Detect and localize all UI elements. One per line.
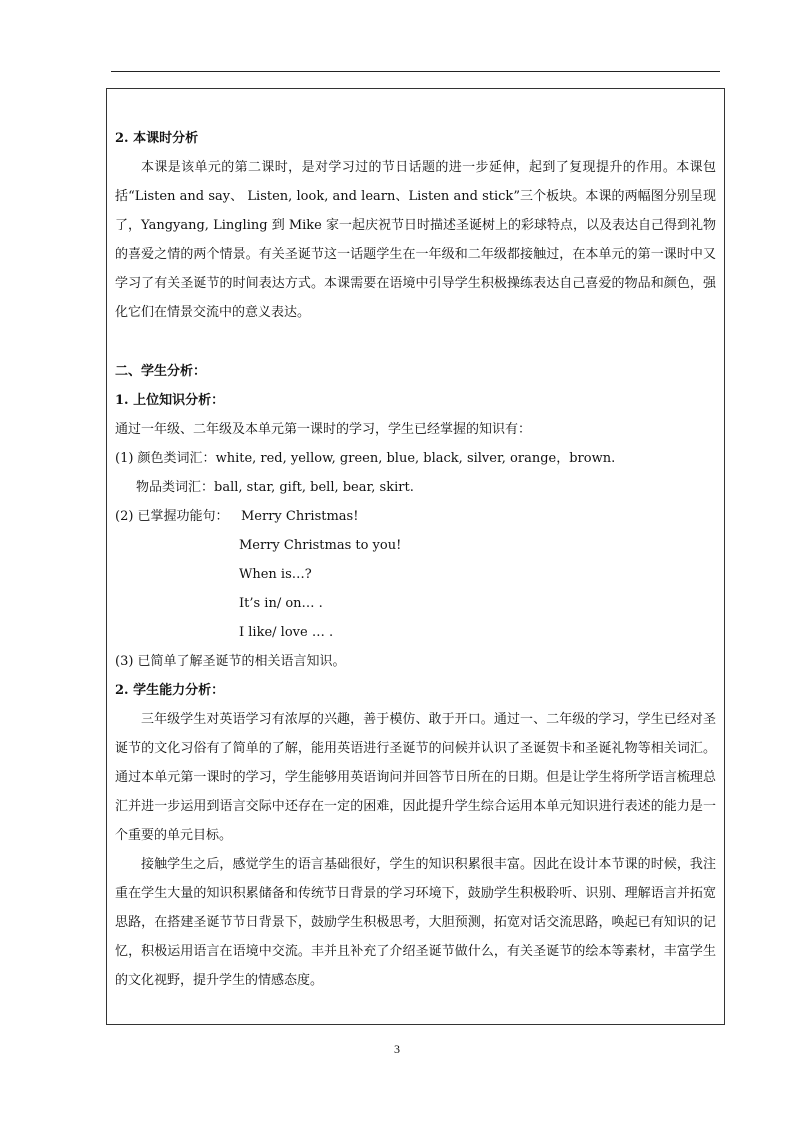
color-vocab-words: white, red, yellow, green, blue, black, silver, orange，brown. — [215, 451, 616, 466]
function-sentence-2: Merry Christmas to you! — [239, 538, 402, 553]
item-vocab-label: 物品类词汇： — [136, 480, 215, 495]
student-analysis-heading: 二、学生分析： — [115, 364, 207, 379]
document-content — [115, 124, 716, 995]
ability-analysis-heading: 2. 学生能力分析： — [115, 683, 225, 698]
section-spacer — [115, 327, 716, 357]
lesson-analysis-paragraph: 本课是该单元的第二课时，是对学习过的节日话题的进一步延伸，起到了复现提升的作用。本课包括“Listen and say、 Listen, look, and learn、Listen and stick”三个板块。本课的两幅图分别呈现了，Yangyang, Lingling 到 Mike 家一起庆祝节日时描述圣诞树上的彩球特点，以及表达自己得到礼物的喜爱之情的两个情景。有关圣诞节这一话题学生在一年级和二年级都接触过，在本单元的第一课时中又学习了有关圣诞节的时间表达方式。本课需要在语境中引导学生积极操练表达自己喜爱的物品和颜色，强化它们在情景交流中的意义表达。 — [115, 160, 717, 320]
prior-knowledge-heading: 1. 上位知识分析： — [115, 393, 225, 408]
page-number: 3 — [394, 1042, 400, 1056]
color-vocab-label: (1) 颜色类词汇： — [115, 451, 216, 466]
function-sentence-line — [115, 502, 716, 531]
item-vocab-line — [115, 473, 716, 502]
item-vocab-words: ball, star, gift, bell, bear, skirt. — [214, 480, 414, 495]
function-sentence-1: Merry Christmas! — [240, 509, 359, 524]
lesson-analysis-heading: 2. 本课时分析 — [115, 131, 199, 146]
ability-analysis-paragraph: 三年级学生对英语学习有浓厚的兴趣，善于模仿、敢于开口。通过一、二年级的学习，学生已经对圣诞节的文化习俗有了简单的了解，能用英语进行圣诞节的问候并认识了圣诞贺卡和圣诞礼物等相关词汇。通过本单元第一课时的学习，学生能够用英语询问并回答节日所在的日期。但是让学生将所学语言梳理总汇并进一步运用到语言交际中还存在一定的困难，因此提升学生综合运用本单元知识进行表述的能力是一个重要的单元目标。 — [115, 712, 716, 843]
christmas-knowledge-item: (3) 已简单了解圣诞节的相关语言知识。 — [115, 654, 346, 669]
header-rule — [111, 71, 720, 72]
color-vocab-line — [115, 444, 716, 473]
prior-knowledge-intro: 通过一年级、二年级及本单元第一课时的学习，学生已经掌握的知识有： — [115, 422, 532, 437]
function-sentence-label: (2) 已掌握功能句： — [115, 509, 229, 524]
function-sentence-3: When is…? — [239, 567, 312, 582]
teaching-design-paragraph: 接触学生之后，感觉学生的语言基础很好，学生的知识积累很丰富。因此在设计本节课的时候，我注重在学生大量的知识积累储备和传统节日背景的学习环境下，鼓励学生积极聆听、识别、理解语言并拓宽思路，在搭建圣诞节节日背景下，鼓励学生积极思考，大胆预测，拓宽对话交流思路，唤起已有知识的记忆，积极运用语言在语境中交流。丰并且补充了介绍圣诞节做什么，有关圣诞节的绘本等素材，丰富学生的文化视野，提升学生的情感态度。 — [115, 857, 716, 988]
function-sentence-4: It’s in/ on… . — [239, 596, 323, 611]
function-sentence-5: I like/ love … . — [239, 625, 334, 640]
